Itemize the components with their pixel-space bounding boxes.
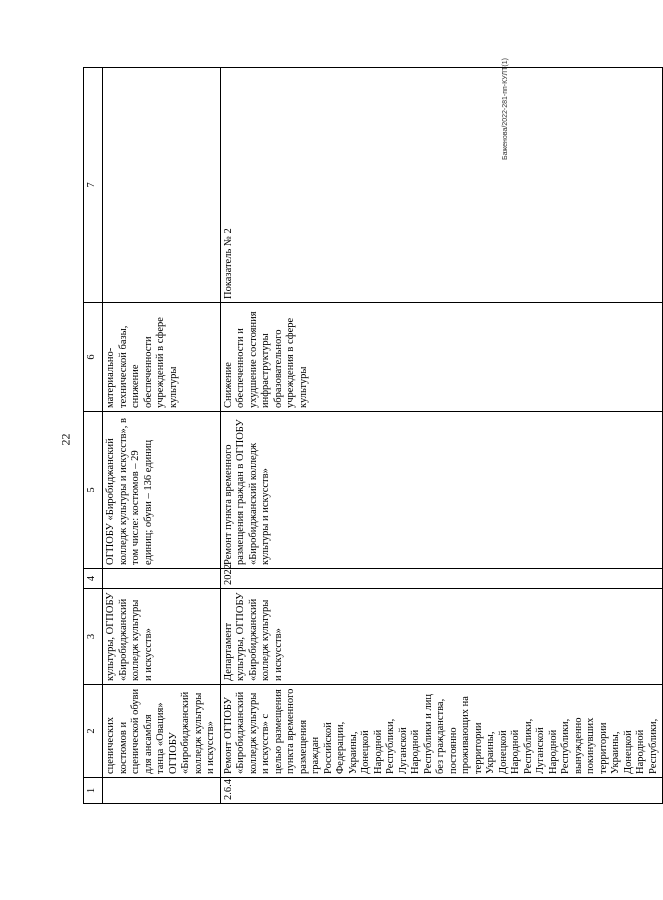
header-col-2: 2 [84, 685, 103, 778]
measure-name: сценических костюмов и сценической обуви для ансамбля танца «Овация» ОГПОБУ «Биробиджанский колледж культуры и искусств» [103, 685, 221, 778]
consequence: материально-технической базы, снижение обеспеченности учреждений в сфере культуры [103, 303, 221, 412]
table-row [220, 68, 663, 804]
expected-result: ОГПОБУ «Биробиджанский колледж культуры и искусств», в том числе: костюмов – 29 единиц; обуви – 136 единиц [103, 412, 221, 569]
measure-name: Ремонт ОГПОБУ «Биробиджанский колледж культуры и искусств» с целью размещения пункта временного размещения граждан Российской Федерации, Украины, Донецкой Народной Республики, Луганской Народной Республики и лиц без гражданства, постоянно проживающих на территории Украины, Донецкой Народной Республики, Луганской Народной Республики, вынужденно покинувших территории Украины, Донецкой Народной Республики, [220, 685, 663, 778]
measures-table-container [83, 68, 659, 804]
header-col-5: 5 [84, 412, 103, 569]
measures-table [83, 67, 663, 804]
header-col-7: 7 [84, 68, 103, 303]
header-col-4: 4 [84, 569, 103, 589]
executor: Департамент культуры, ОГПОБУ «Биробиджанский колледж культуры и искусств» [220, 589, 663, 685]
year: 2022 [220, 569, 663, 589]
header-row [84, 68, 103, 804]
row-number: 2.6.4 [220, 778, 663, 804]
header-col-6: 6 [84, 303, 103, 412]
indicator: Показатель № 2 [220, 68, 663, 303]
executor: культуры, ОГПОБУ «Биробиджанский колледж культуры и искусств» [103, 589, 221, 685]
row-number [103, 778, 221, 804]
year [103, 569, 221, 589]
document-code: Баженова/2022-281-пп-КУЛТ(1) [502, 58, 509, 160]
header-col-3: 3 [84, 589, 103, 685]
table-row [103, 68, 221, 804]
consequence: Снижение обеспеченности и ухудшение состояния инфраструктуры образовательного учреждения в сфере культуры [220, 303, 663, 412]
expected-result: Ремонт пункта временного размещения граждан в ОГПОБУ «Биробиджанский колледж культуры и искусств» [220, 412, 663, 569]
header-col-1: 1 [84, 778, 103, 804]
indicator [103, 68, 221, 303]
page-number: 22 [58, 433, 73, 446]
